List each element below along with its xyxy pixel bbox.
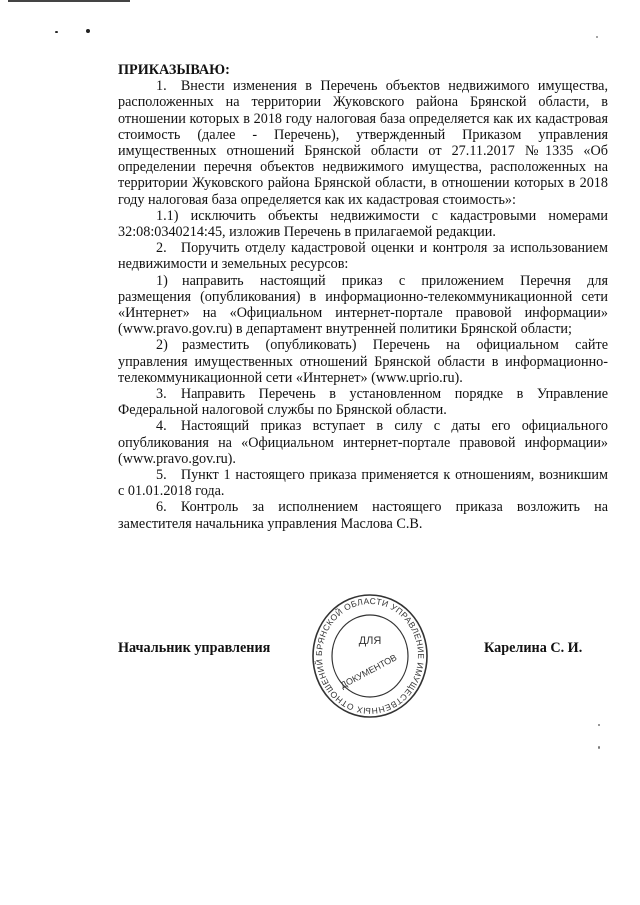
paragraph-2-1: 1) направить настоящий приказ с приложением Перечня для размещения (опубликования) в информационно-телекоммуникационной сети «Интернет» на «Официальном интернет-портале правовой информации» (www.pravo.gov.ru) в департамент внутренней политики Брянской области; xyxy=(118,272,608,338)
paragraph-2-2: 2) разместить (опубликовать) Перечень на официальном сайте управления имущественных отношений Брянской области в информационно-телекоммуникационной сети «Интернет» (www.uprio.ru). xyxy=(118,337,608,386)
paragraph-3: 3. Направить Перечень в установленном порядке в Управление Федеральной налоговой службы по Брянской области. xyxy=(118,386,608,419)
paragraph-6: 6. Контроль за исполнением настоящего приказа возложить на заместителя начальника управления Маслова С.В. xyxy=(118,499,608,532)
order-heading: ПРИКАЗЫВАЮ: xyxy=(118,62,230,78)
svg-text:БРЯНСКОЙ ОБЛАСТИ УПРАВЛЕНИЕ ИМ xyxy=(313,596,426,716)
signatory-title: Начальник управления xyxy=(118,640,271,656)
scan-speck xyxy=(55,31,58,33)
top-rule xyxy=(8,0,130,2)
scan-speck xyxy=(598,746,600,749)
paragraph-1: 1. Внести изменения в Перечень объектов недвижимого имущества, расположенных на территории Жуковского района Брянской области, в отношении которых в 2018 году налоговая база определяется как их кадастровая стоимость (далее - Перечень), утвержденный Приказом управления имущественных отношений Брянской области от 27.11.2017 №1335 «Об определении перечня объектов недвижимого имущества, расположенных на территории Жуковского района Брянской области, в отношении которых в 2018 году налоговая база определяется как их кадастровая стоимость»: xyxy=(118,78,608,208)
paragraph-5: 5. Пункт 1 настоящего приказа применяется к отношениям, возникшим с 01.01.2018 года. xyxy=(118,467,608,500)
official-stamp xyxy=(310,592,430,720)
order-body xyxy=(118,62,608,532)
paragraph-4: 4. Настоящий приказ вступает в силу с даты его официального опубликования на «Официальном интернет-портале правовой информации» (www.pravo.gov.ru). xyxy=(118,418,608,467)
paragraph-1-1: 1.1) исключить объекты недвижимости с кадастровыми номерами 32:08:0340214:45, изложив Перечень в прилагаемой редакции. xyxy=(118,207,608,241)
signatory-name: Карелина С. И. xyxy=(484,640,583,656)
stamp-center-bottom: ДОКУМЕНТОВ xyxy=(338,652,399,691)
scan-speck xyxy=(596,36,598,38)
scan-speck xyxy=(598,724,600,726)
scan-speck xyxy=(86,29,90,33)
paragraph-2: 2. Поручить отделу кадастровой оценки и контроля за использованием недвижимости и земельных ресурсов: xyxy=(118,240,608,273)
stamp-outer-text: БРЯНСКОЙ ОБЛАСТИ УПРАВЛЕНИЕ ИМУЩЕСТВЕННЫХ ОТНОШЕНИЙ xyxy=(313,595,427,717)
stamp-center-top: ДЛЯ xyxy=(358,635,382,647)
